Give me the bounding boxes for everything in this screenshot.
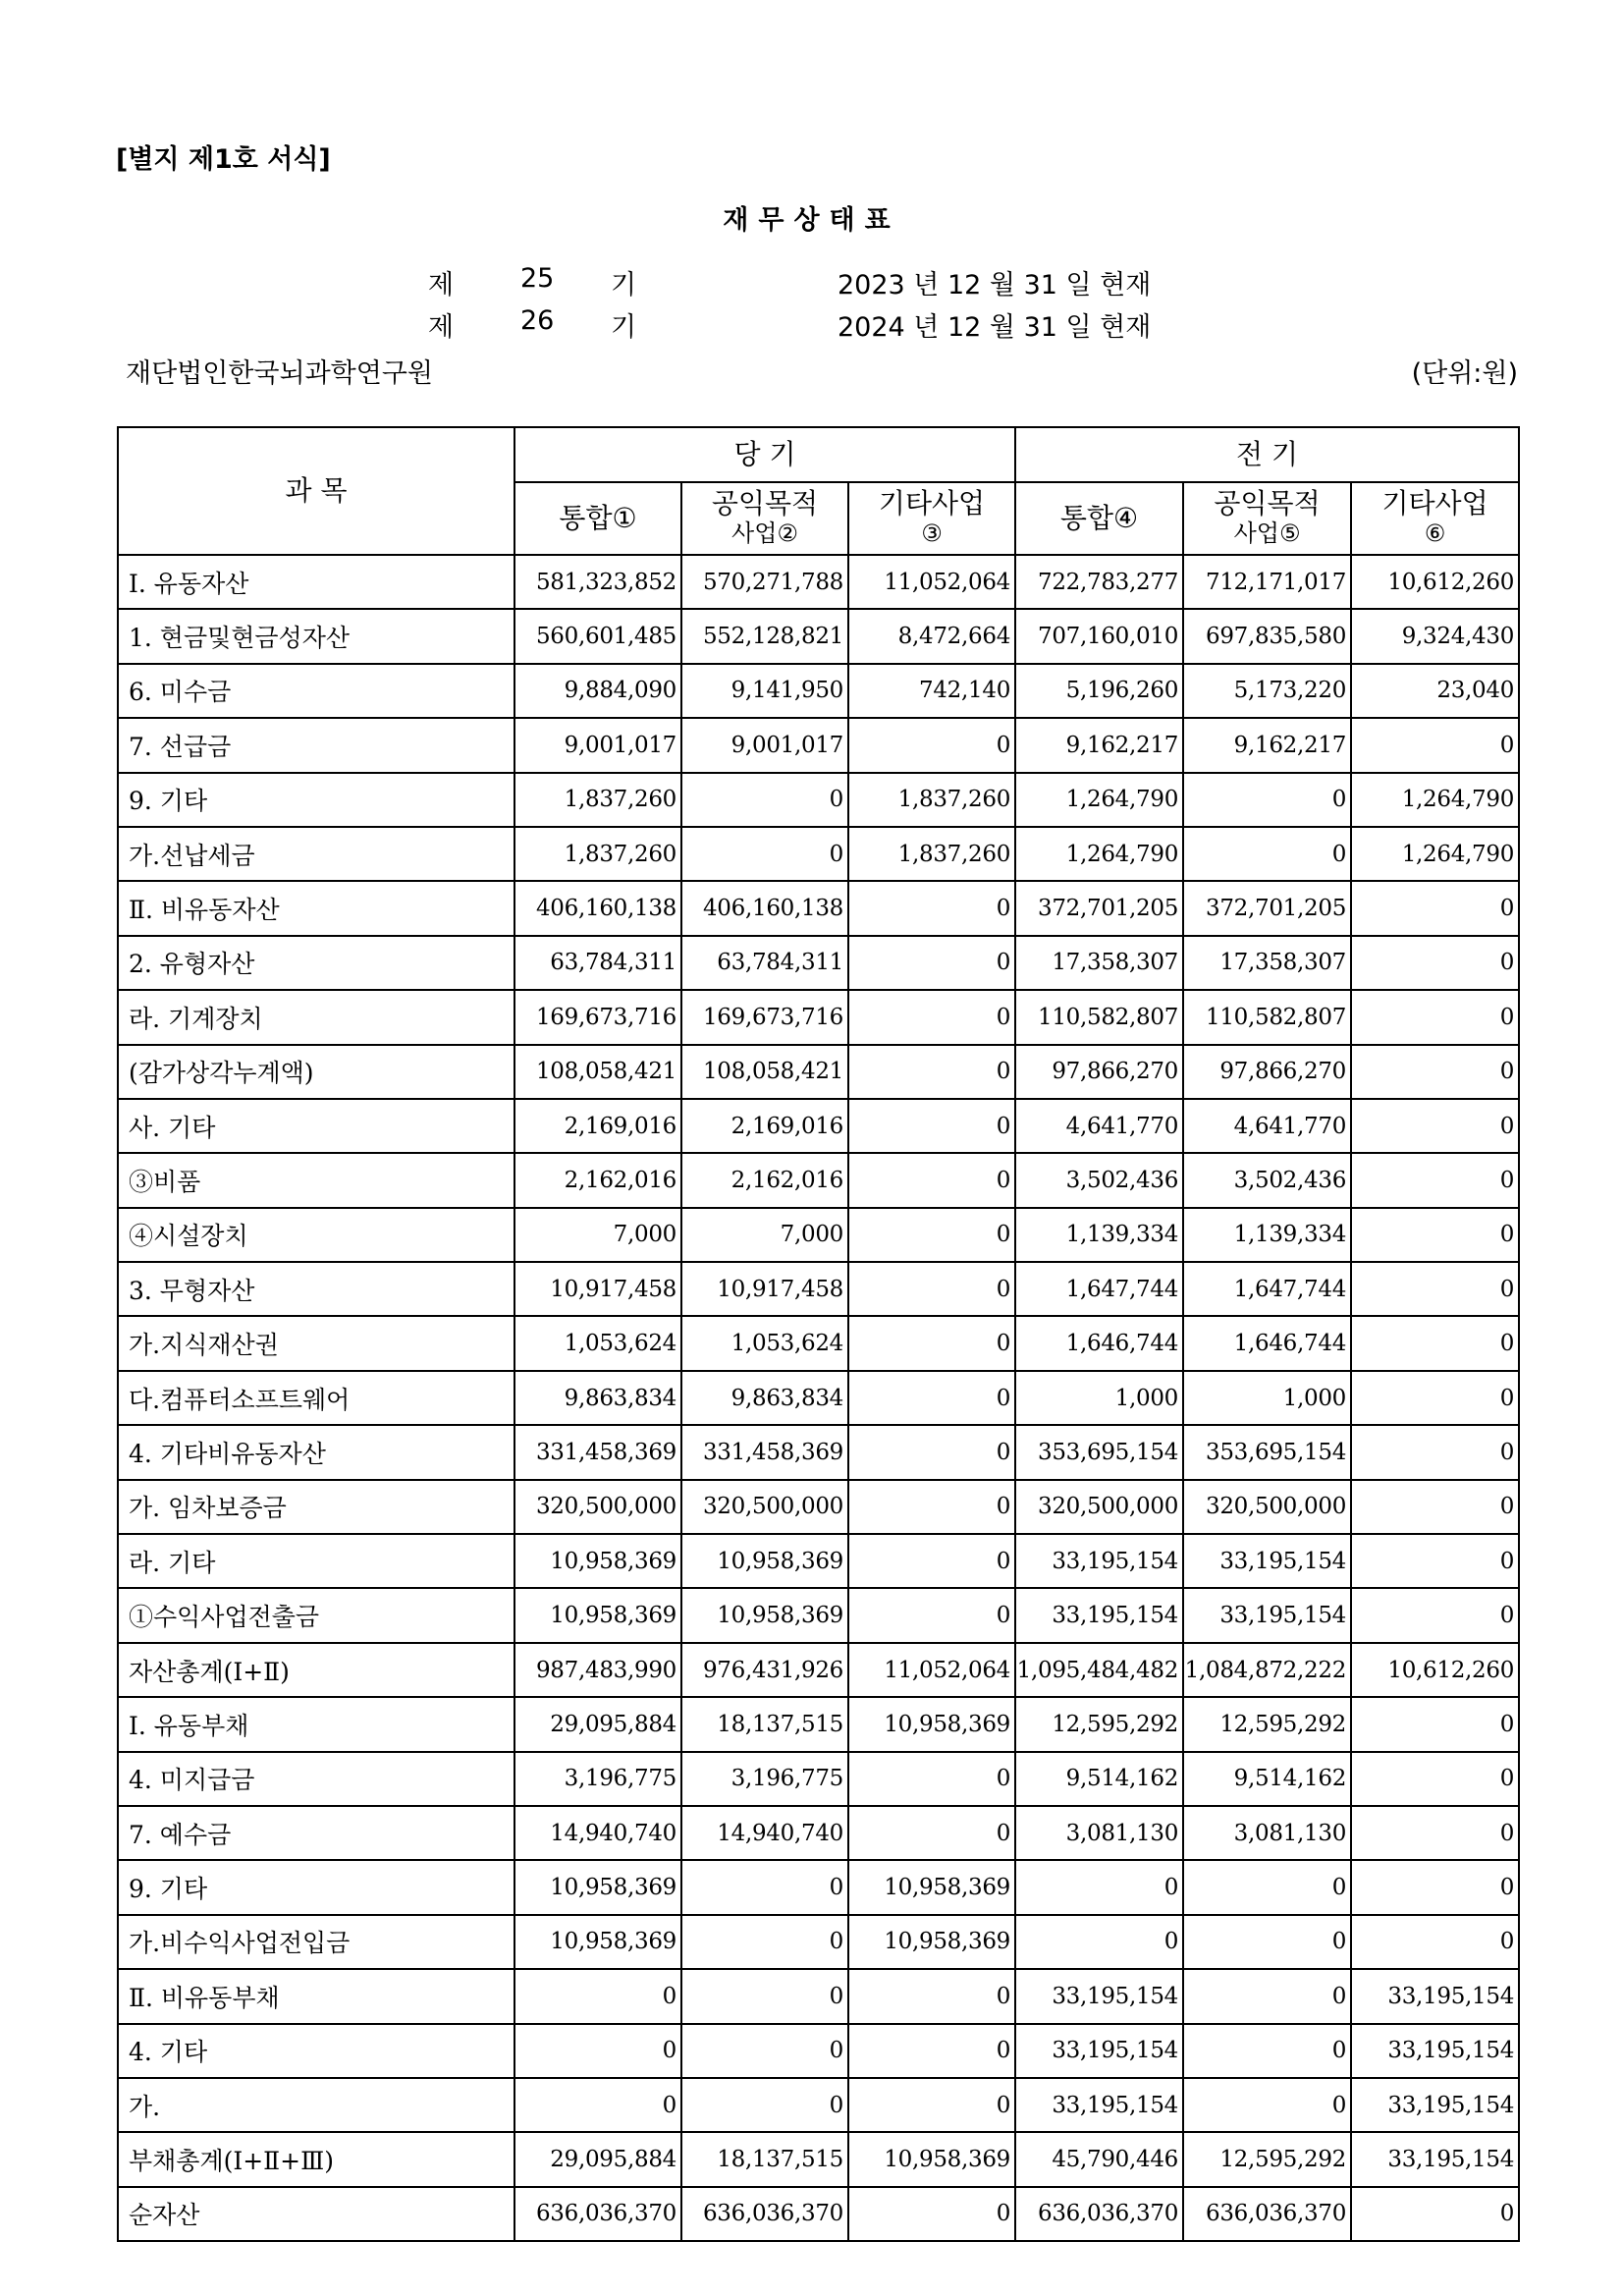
amount-cell: 0 bbox=[1351, 2187, 1519, 2241]
amount-cell: 1,139,334 bbox=[1183, 1208, 1351, 1262]
amount-cell: 0 bbox=[1183, 1860, 1351, 1914]
table-row bbox=[118, 881, 1519, 935]
table-row bbox=[118, 1915, 1519, 1969]
amount-cell: 320,500,000 bbox=[1015, 1480, 1183, 1534]
amount-cell: 0 bbox=[848, 1262, 1015, 1316]
account-name: 4. 기타비유동자산 bbox=[118, 1425, 514, 1479]
account-name: 7. 예수금 bbox=[118, 1806, 514, 1860]
amount-cell: 10,917,458 bbox=[514, 1262, 681, 1316]
amount-cell: 23,040 bbox=[1351, 664, 1519, 718]
amount-cell: 9,884,090 bbox=[514, 664, 681, 718]
account-name: 6. 미수금 bbox=[118, 664, 514, 718]
amount-cell: 0 bbox=[1351, 1262, 1519, 1316]
financial-statement-table bbox=[117, 426, 1520, 2242]
amount-cell: 0 bbox=[848, 1480, 1015, 1534]
table-row bbox=[118, 664, 1519, 718]
table-row bbox=[118, 1371, 1519, 1425]
amount-cell: 353,695,154 bbox=[1015, 1425, 1183, 1479]
table-row bbox=[118, 555, 1519, 609]
amount-cell: 33,195,154 bbox=[1015, 1588, 1183, 1642]
amount-cell: 1,837,260 bbox=[848, 827, 1015, 881]
table-row bbox=[118, 1262, 1519, 1316]
account-name: 가. bbox=[118, 2078, 514, 2132]
amount-cell: 12,595,292 bbox=[1183, 1697, 1351, 1751]
amount-cell: 0 bbox=[848, 1371, 1015, 1425]
amount-cell: 0 bbox=[848, 1969, 1015, 2023]
col-header: 공익목적 사업② bbox=[681, 482, 848, 555]
account-name: 다.컴퓨터소프트웨어 bbox=[118, 1371, 514, 1425]
amount-cell: 1,095,484,482 bbox=[1015, 1643, 1183, 1697]
amount-cell: 10,958,369 bbox=[681, 1588, 848, 1642]
amount-cell: 17,358,307 bbox=[1015, 936, 1183, 990]
account-name: 라. 기계장치 bbox=[118, 990, 514, 1044]
amount-cell: 3,081,130 bbox=[1015, 1806, 1183, 1860]
amount-cell: 33,195,154 bbox=[1351, 2132, 1519, 2186]
amount-cell: 0 bbox=[1015, 1915, 1183, 1969]
table-row bbox=[118, 718, 1519, 772]
table-row bbox=[118, 990, 1519, 1044]
amount-cell: 0 bbox=[514, 2024, 681, 2078]
amount-cell: 1,084,872,222 bbox=[1183, 1643, 1351, 1697]
amount-cell: 0 bbox=[1351, 1316, 1519, 1370]
amount-cell: 0 bbox=[848, 1045, 1015, 1099]
table-row bbox=[118, 1806, 1519, 1860]
account-name: Ⅰ. 유동부채 bbox=[118, 1697, 514, 1751]
amount-cell: 10,917,458 bbox=[681, 1262, 848, 1316]
amount-cell: 9,863,834 bbox=[514, 1371, 681, 1425]
amount-cell: 331,458,369 bbox=[514, 1425, 681, 1479]
header-subject: 과 목 bbox=[118, 427, 514, 555]
amount-cell: 9,001,017 bbox=[514, 718, 681, 772]
amount-cell: 1,139,334 bbox=[1015, 1208, 1183, 1262]
period-je: 제 bbox=[428, 312, 455, 343]
period-je: 제 bbox=[428, 270, 455, 301]
organization-name: 재단법인한국뇌과학연구원 bbox=[126, 358, 433, 389]
amount-cell: 12,595,292 bbox=[1183, 2132, 1351, 2186]
amount-cell: 0 bbox=[1351, 1697, 1519, 1751]
amount-cell: 33,195,154 bbox=[1351, 2024, 1519, 2078]
amount-cell: 12,595,292 bbox=[1015, 1697, 1183, 1751]
amount-cell: 0 bbox=[848, 1099, 1015, 1153]
amount-cell: 10,958,369 bbox=[848, 1697, 1015, 1751]
amount-cell: 9,001,017 bbox=[681, 718, 848, 772]
amount-cell: 987,483,990 bbox=[514, 1643, 681, 1697]
amount-cell: 0 bbox=[848, 2078, 1015, 2132]
amount-cell: 2,162,016 bbox=[681, 1153, 848, 1207]
account-name: ①수익사업전출금 bbox=[118, 1588, 514, 1642]
table-row bbox=[118, 1697, 1519, 1751]
table-row bbox=[118, 1588, 1519, 1642]
amount-cell: 1,264,790 bbox=[1015, 773, 1183, 827]
amount-cell: 10,958,369 bbox=[848, 1915, 1015, 1969]
amount-cell: 0 bbox=[1351, 1045, 1519, 1099]
amount-cell: 0 bbox=[1351, 1860, 1519, 1914]
amount-cell: 0 bbox=[1351, 936, 1519, 990]
amount-cell: 63,784,311 bbox=[514, 936, 681, 990]
amount-cell: 0 bbox=[848, 1425, 1015, 1479]
amount-cell: 636,036,370 bbox=[514, 2187, 681, 2241]
table-row bbox=[118, 2132, 1519, 2186]
amount-cell: 33,195,154 bbox=[1015, 2078, 1183, 2132]
amount-cell: 10,958,369 bbox=[514, 1860, 681, 1914]
amount-cell: 108,058,421 bbox=[514, 1045, 681, 1099]
amount-cell: 0 bbox=[1183, 1915, 1351, 1969]
header-current-period: 당 기 bbox=[514, 427, 1015, 482]
amount-cell: 7,000 bbox=[514, 1208, 681, 1262]
amount-cell: 0 bbox=[514, 1969, 681, 2023]
amount-cell: 0 bbox=[848, 1752, 1015, 1806]
amount-cell: 3,502,436 bbox=[1015, 1153, 1183, 1207]
amount-cell: 320,500,000 bbox=[514, 1480, 681, 1534]
account-name: ④시설장치 bbox=[118, 1208, 514, 1262]
amount-cell: 169,673,716 bbox=[681, 990, 848, 1044]
amount-cell: 33,195,154 bbox=[1183, 1534, 1351, 1588]
amount-cell: 0 bbox=[848, 936, 1015, 990]
amount-cell: 0 bbox=[848, 1588, 1015, 1642]
amount-cell: 0 bbox=[1351, 881, 1519, 935]
account-name: 1. 현금및현금성자산 bbox=[118, 609, 514, 663]
amount-cell: 707,160,010 bbox=[1015, 609, 1183, 663]
amount-cell: 0 bbox=[681, 1860, 848, 1914]
col-header: 기타사업 ③ bbox=[848, 482, 1015, 555]
amount-cell: 10,958,369 bbox=[848, 1860, 1015, 1914]
table-row bbox=[118, 936, 1519, 990]
table-row bbox=[118, 827, 1519, 881]
amount-cell: 9,162,217 bbox=[1015, 718, 1183, 772]
account-name: 9. 기타 bbox=[118, 1860, 514, 1914]
col-header: 공익목적 사업⑤ bbox=[1183, 482, 1351, 555]
amount-cell: 10,612,260 bbox=[1351, 1643, 1519, 1697]
amount-cell: 3,502,436 bbox=[1183, 1153, 1351, 1207]
table-row bbox=[118, 773, 1519, 827]
account-name: 가.지식재산권 bbox=[118, 1316, 514, 1370]
amount-cell: 0 bbox=[1351, 1425, 1519, 1479]
amount-cell: 18,137,515 bbox=[681, 2132, 848, 2186]
table-row bbox=[118, 2187, 1519, 2241]
amount-cell: 0 bbox=[848, 2024, 1015, 2078]
account-name: 가.비수익사업전입금 bbox=[118, 1915, 514, 1969]
table-row bbox=[118, 1316, 1519, 1370]
table-row bbox=[118, 1099, 1519, 1153]
amount-cell: 110,582,807 bbox=[1183, 990, 1351, 1044]
amount-cell: 0 bbox=[848, 1534, 1015, 1588]
amount-cell: 372,701,205 bbox=[1183, 881, 1351, 935]
amount-cell: 636,036,370 bbox=[1015, 2187, 1183, 2241]
amount-cell: 10,958,369 bbox=[514, 1588, 681, 1642]
amount-cell: 10,958,369 bbox=[848, 2132, 1015, 2186]
amount-cell: 712,171,017 bbox=[1183, 555, 1351, 609]
amount-cell: 0 bbox=[514, 2078, 681, 2132]
amount-cell: 0 bbox=[848, 990, 1015, 1044]
amount-cell: 9,514,162 bbox=[1183, 1752, 1351, 1806]
period-number: 25 bbox=[520, 263, 555, 294]
amount-cell: 0 bbox=[1351, 1588, 1519, 1642]
amount-cell: 0 bbox=[681, 1915, 848, 1969]
amount-cell: 0 bbox=[1351, 1752, 1519, 1806]
account-name: 부채총계(Ⅰ+Ⅱ+Ⅲ) bbox=[118, 2132, 514, 2186]
amount-cell: 5,196,260 bbox=[1015, 664, 1183, 718]
col-header: 기타사업 ⑥ bbox=[1351, 482, 1519, 555]
amount-cell: 0 bbox=[1351, 1806, 1519, 1860]
amount-cell: 0 bbox=[1015, 1860, 1183, 1914]
amount-cell: 0 bbox=[1183, 2024, 1351, 2078]
amount-cell: 10,958,369 bbox=[514, 1915, 681, 1969]
amount-cell: 17,358,307 bbox=[1183, 936, 1351, 990]
amount-cell: 11,052,064 bbox=[848, 1643, 1015, 1697]
table-row bbox=[118, 1208, 1519, 1262]
period-gi: 기 bbox=[611, 270, 637, 301]
account-name: 라. 기타 bbox=[118, 1534, 514, 1588]
amount-cell: 1,646,744 bbox=[1183, 1316, 1351, 1370]
amount-cell: 9,141,950 bbox=[681, 664, 848, 718]
amount-cell: 14,940,740 bbox=[514, 1806, 681, 1860]
amount-cell: 0 bbox=[1351, 1208, 1519, 1262]
amount-cell: 10,958,369 bbox=[514, 1534, 681, 1588]
form-label: [별지 제1호 서식] bbox=[116, 144, 331, 175]
amount-cell: 18,137,515 bbox=[681, 1697, 848, 1751]
amount-cell: 0 bbox=[1183, 2078, 1351, 2132]
amount-cell: 406,160,138 bbox=[681, 881, 848, 935]
amount-cell: 33,195,154 bbox=[1183, 1588, 1351, 1642]
amount-cell: 0 bbox=[848, 1208, 1015, 1262]
amount-cell: 33,195,154 bbox=[1015, 2024, 1183, 2078]
amount-cell: 372,701,205 bbox=[1015, 881, 1183, 935]
amount-cell: 10,958,369 bbox=[681, 1534, 848, 1588]
amount-cell: 14,940,740 bbox=[681, 1806, 848, 1860]
amount-cell: 9,324,430 bbox=[1351, 609, 1519, 663]
table-row bbox=[118, 1752, 1519, 1806]
amount-cell: 0 bbox=[1183, 773, 1351, 827]
period-date: 2024 년 12 월 31 일 현재 bbox=[838, 312, 1152, 343]
amount-cell: 63,784,311 bbox=[681, 936, 848, 990]
document-title: 재무상태표 bbox=[723, 205, 900, 236]
amount-cell: 0 bbox=[1351, 1534, 1519, 1588]
amount-cell: 0 bbox=[681, 2024, 848, 2078]
amount-cell: 1,264,790 bbox=[1351, 827, 1519, 881]
amount-cell: 560,601,485 bbox=[514, 609, 681, 663]
amount-cell: 10,612,260 bbox=[1351, 555, 1519, 609]
amount-cell: 1,837,260 bbox=[514, 773, 681, 827]
amount-cell: 0 bbox=[848, 1153, 1015, 1207]
account-name: 3. 무형자산 bbox=[118, 1262, 514, 1316]
amount-cell: 2,169,016 bbox=[514, 1099, 681, 1153]
amount-cell: 0 bbox=[848, 1316, 1015, 1370]
amount-cell: 636,036,370 bbox=[681, 2187, 848, 2241]
table-row bbox=[118, 1534, 1519, 1588]
amount-cell: 1,000 bbox=[1015, 1371, 1183, 1425]
col-header: 통합① bbox=[514, 482, 681, 555]
amount-cell: 1,264,790 bbox=[1015, 827, 1183, 881]
amount-cell: 636,036,370 bbox=[1183, 2187, 1351, 2241]
amount-cell: 552,128,821 bbox=[681, 609, 848, 663]
amount-cell: 0 bbox=[1183, 1969, 1351, 2023]
amount-cell: 331,458,369 bbox=[681, 1425, 848, 1479]
amount-cell: 0 bbox=[848, 718, 1015, 772]
account-name: Ⅱ. 비유동자산 bbox=[118, 881, 514, 935]
amount-cell: 570,271,788 bbox=[681, 555, 848, 609]
amount-cell: 0 bbox=[681, 1969, 848, 2023]
period-number: 26 bbox=[520, 305, 555, 336]
amount-cell: 0 bbox=[848, 1806, 1015, 1860]
amount-cell: 1,837,260 bbox=[848, 773, 1015, 827]
amount-cell: 0 bbox=[848, 2187, 1015, 2241]
account-name: 4. 기타 bbox=[118, 2024, 514, 2078]
table-row bbox=[118, 2078, 1519, 2132]
amount-cell: 3,081,130 bbox=[1183, 1806, 1351, 1860]
amount-cell: 320,500,000 bbox=[681, 1480, 848, 1534]
amount-cell: 0 bbox=[681, 2078, 848, 2132]
amount-cell: 45,790,446 bbox=[1015, 2132, 1183, 2186]
amount-cell: 1,646,744 bbox=[1015, 1316, 1183, 1370]
amount-cell: 97,866,270 bbox=[1015, 1045, 1183, 1099]
amount-cell: 2,169,016 bbox=[681, 1099, 848, 1153]
amount-cell: 5,173,220 bbox=[1183, 664, 1351, 718]
amount-cell: 33,195,154 bbox=[1015, 1534, 1183, 1588]
amount-cell: 0 bbox=[1183, 827, 1351, 881]
amount-cell: 3,196,775 bbox=[514, 1752, 681, 1806]
amount-cell: 0 bbox=[1351, 1915, 1519, 1969]
account-name: (감가상각누계액) bbox=[118, 1045, 514, 1099]
amount-cell: 0 bbox=[1351, 718, 1519, 772]
amount-cell: 976,431,926 bbox=[681, 1643, 848, 1697]
col-header: 통합④ bbox=[1015, 482, 1183, 555]
amount-cell: 0 bbox=[681, 773, 848, 827]
table-row bbox=[118, 1969, 1519, 2023]
amount-cell: 3,196,775 bbox=[681, 1752, 848, 1806]
amount-cell: 169,673,716 bbox=[514, 990, 681, 1044]
amount-cell: 4,641,770 bbox=[1015, 1099, 1183, 1153]
amount-cell: 0 bbox=[1351, 1153, 1519, 1207]
account-name: 4. 미지급금 bbox=[118, 1752, 514, 1806]
account-name: 가. 임차보증금 bbox=[118, 1480, 514, 1534]
table-row bbox=[118, 1153, 1519, 1207]
amount-cell: 108,058,421 bbox=[681, 1045, 848, 1099]
account-name: 2. 유형자산 bbox=[118, 936, 514, 990]
table-row bbox=[118, 1045, 1519, 1099]
amount-cell: 2,162,016 bbox=[514, 1153, 681, 1207]
amount-cell: 9,514,162 bbox=[1015, 1752, 1183, 1806]
table-row bbox=[118, 1480, 1519, 1534]
account-name: Ⅱ. 비유동부채 bbox=[118, 1969, 514, 2023]
amount-cell: 1,053,624 bbox=[514, 1316, 681, 1370]
account-name: ③비품 bbox=[118, 1153, 514, 1207]
amount-cell: 9,162,217 bbox=[1183, 718, 1351, 772]
amount-cell: 1,647,744 bbox=[1183, 1262, 1351, 1316]
amount-cell: 1,837,260 bbox=[514, 827, 681, 881]
period-gi: 기 bbox=[611, 312, 637, 343]
amount-cell: 33,195,154 bbox=[1015, 1969, 1183, 2023]
amount-cell: 0 bbox=[1351, 990, 1519, 1044]
amount-cell: 7,000 bbox=[681, 1208, 848, 1262]
amount-cell: 1,000 bbox=[1183, 1371, 1351, 1425]
unit-label: (단위:원) bbox=[1411, 358, 1518, 389]
table-row bbox=[118, 1860, 1519, 1914]
account-name: 9. 기타 bbox=[118, 773, 514, 827]
amount-cell: 1,053,624 bbox=[681, 1316, 848, 1370]
header-prior-period: 전 기 bbox=[1015, 427, 1519, 482]
account-name: Ⅰ. 유동자산 bbox=[118, 555, 514, 609]
amount-cell: 722,783,277 bbox=[1015, 555, 1183, 609]
amount-cell: 8,472,664 bbox=[848, 609, 1015, 663]
amount-cell: 1,647,744 bbox=[1015, 1262, 1183, 1316]
table-row bbox=[118, 609, 1519, 663]
amount-cell: 97,866,270 bbox=[1183, 1045, 1351, 1099]
amount-cell: 581,323,852 bbox=[514, 555, 681, 609]
amount-cell: 0 bbox=[1351, 1099, 1519, 1153]
amount-cell: 9,863,834 bbox=[681, 1371, 848, 1425]
table-row bbox=[118, 1425, 1519, 1479]
account-name: 자산총계(Ⅰ+Ⅱ) bbox=[118, 1643, 514, 1697]
amount-cell: 697,835,580 bbox=[1183, 609, 1351, 663]
amount-cell: 1,264,790 bbox=[1351, 773, 1519, 827]
amount-cell: 0 bbox=[1351, 1371, 1519, 1425]
account-name: 사. 기타 bbox=[118, 1099, 514, 1153]
amount-cell: 353,695,154 bbox=[1183, 1425, 1351, 1479]
period-date: 2023 년 12 월 31 일 현재 bbox=[838, 270, 1152, 301]
amount-cell: 33,195,154 bbox=[1351, 1969, 1519, 2023]
account-name: 7. 선급금 bbox=[118, 718, 514, 772]
amount-cell: 110,582,807 bbox=[1015, 990, 1183, 1044]
amount-cell: 33,195,154 bbox=[1351, 2078, 1519, 2132]
account-name: 순자산 bbox=[118, 2187, 514, 2241]
amount-cell: 742,140 bbox=[848, 664, 1015, 718]
account-name: 가.선납세금 bbox=[118, 827, 514, 881]
amount-cell: 320,500,000 bbox=[1183, 1480, 1351, 1534]
table-row bbox=[118, 2024, 1519, 2078]
amount-cell: 0 bbox=[848, 881, 1015, 935]
amount-cell: 11,052,064 bbox=[848, 555, 1015, 609]
amount-cell: 4,641,770 bbox=[1183, 1099, 1351, 1153]
amount-cell: 406,160,138 bbox=[514, 881, 681, 935]
amount-cell: 29,095,884 bbox=[514, 1697, 681, 1751]
amount-cell: 0 bbox=[1351, 1480, 1519, 1534]
table-row bbox=[118, 1643, 1519, 1697]
amount-cell: 0 bbox=[681, 827, 848, 881]
amount-cell: 29,095,884 bbox=[514, 2132, 681, 2186]
